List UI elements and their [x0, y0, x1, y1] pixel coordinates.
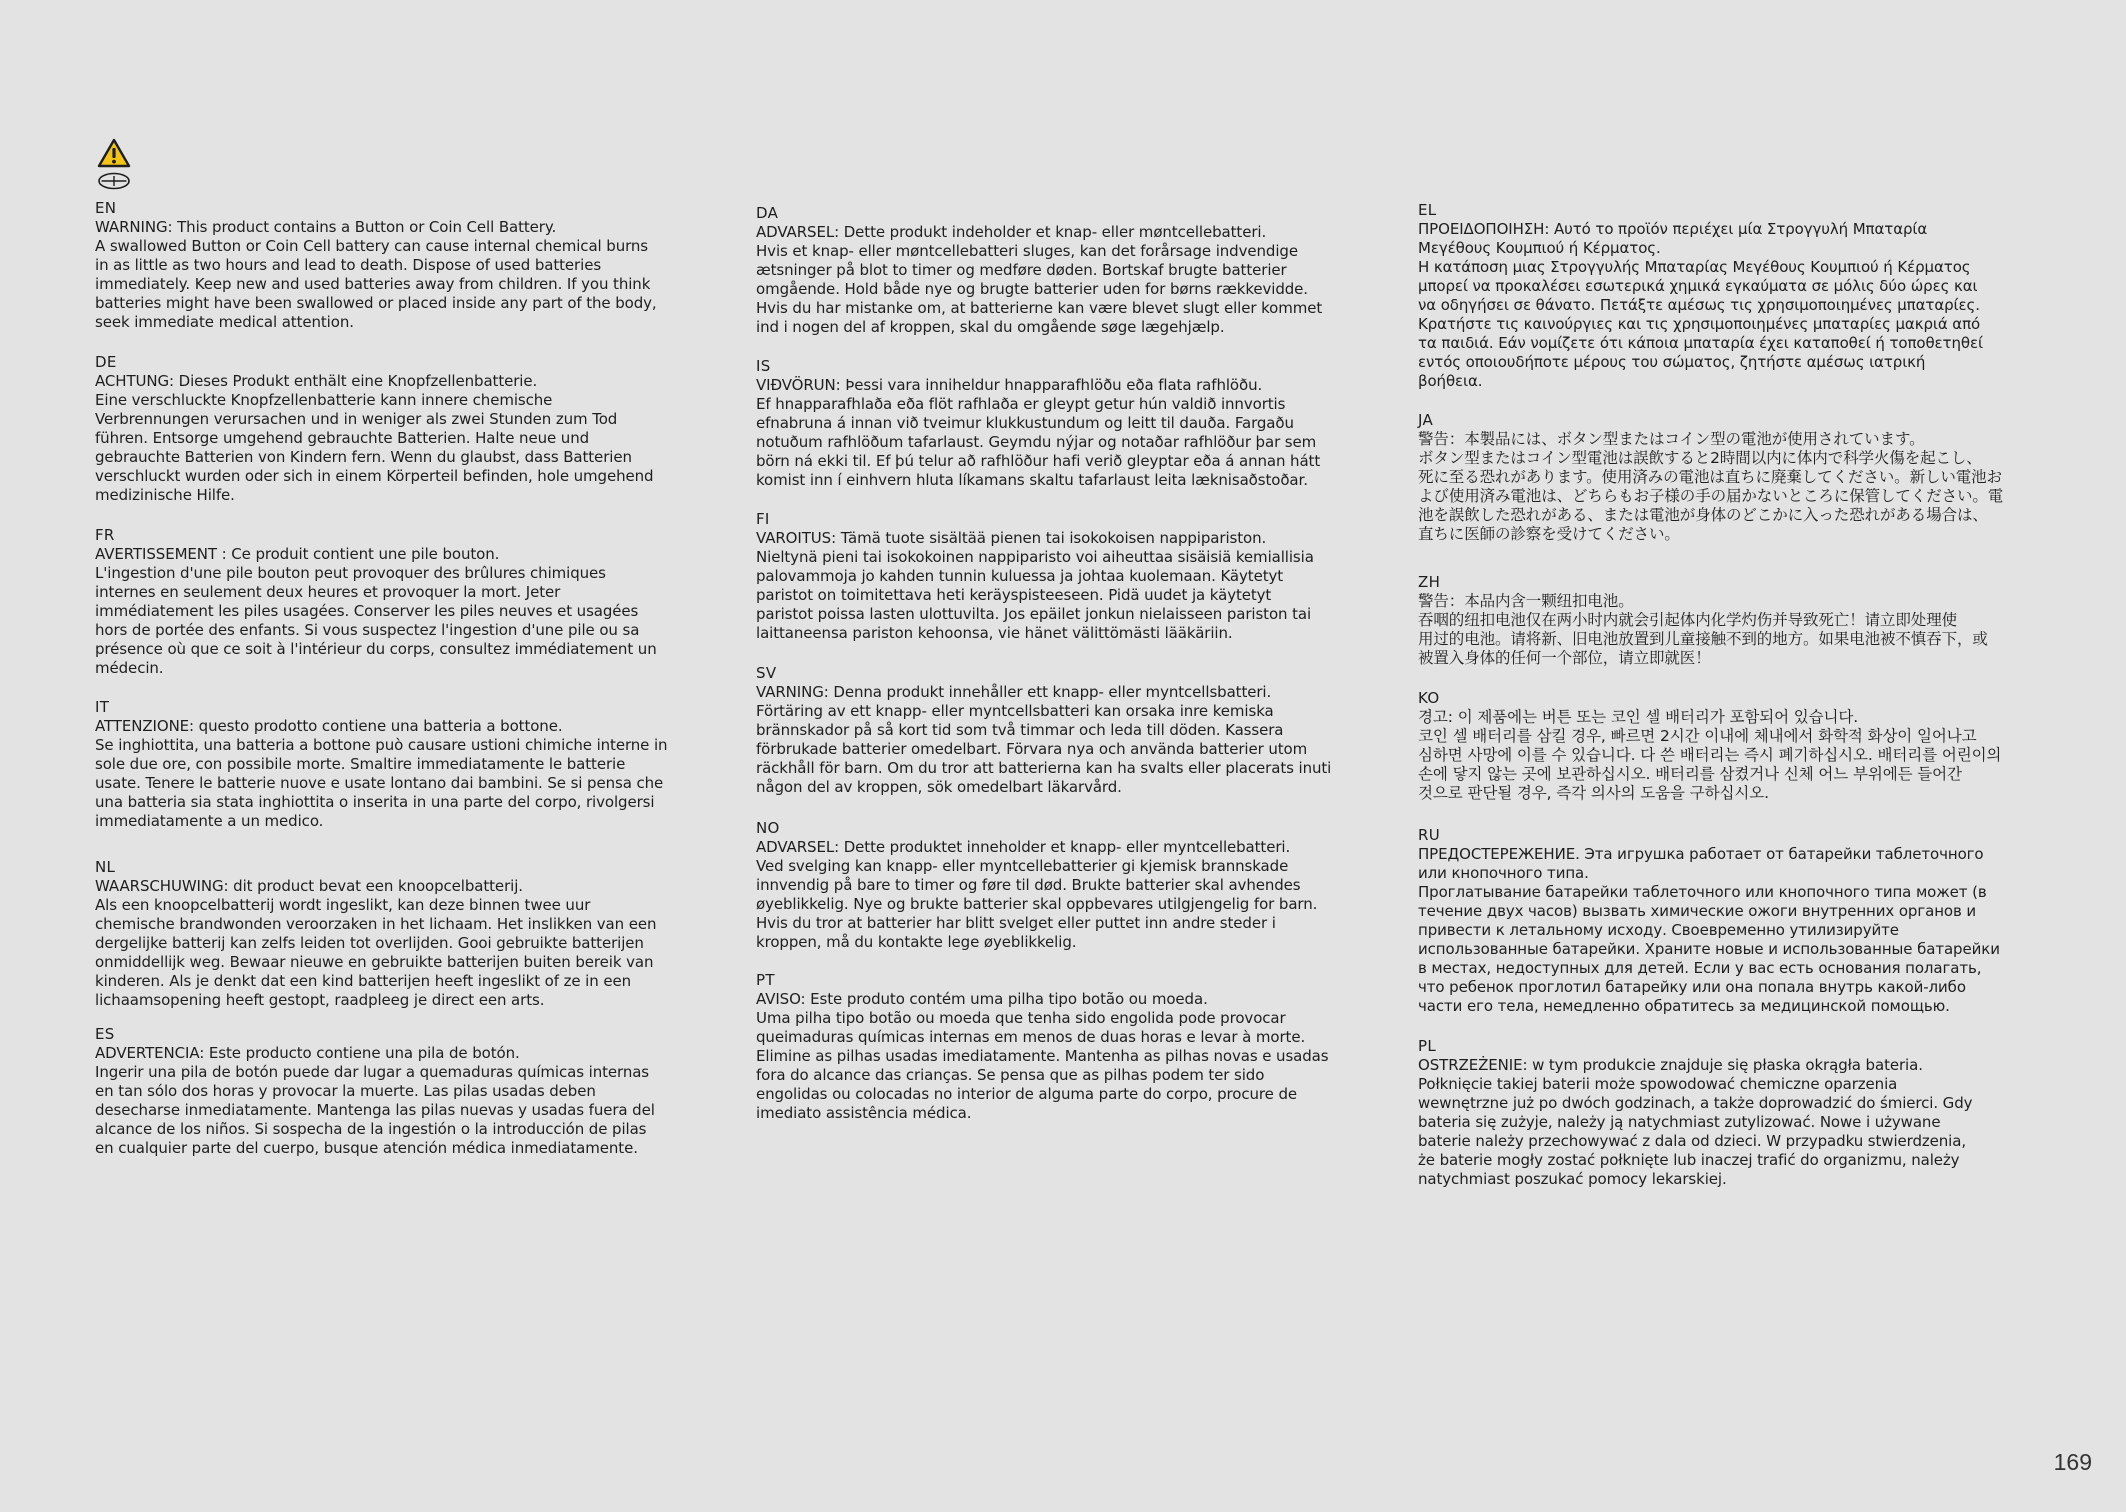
warning-text-line: ADVARSEL: Dette produkt indeholder et knap- eller møntcellebatteri. [756, 223, 1267, 241]
language-code: FR [95, 526, 115, 544]
warning-text-line: ПРЕДОСТЕРЕЖЕНИЕ. Эта игрушка работает от батарейки таблеточного [1418, 845, 1984, 863]
warning-text-line: в местах, недоступных для детей. Если у вас есть основания полагать, [1418, 959, 1982, 977]
warning-text-line: omgående. Hold både nye og brugte batterier uden for børns rækkevidde. [756, 280, 1308, 298]
warning-block-nl [95, 858, 755, 1010]
warning-text-line: VAROITUS: Tämä tuote sisältää pienen tai isokokoisen nappipariston. [756, 529, 1267, 547]
warning-text-line: verschluckt wurden oder sich in einem Körperteil befinden, hole umgehend [95, 467, 654, 485]
warning-text-line: Se inghiottita, una batteria a bottone può causare ustioni chimiche interne in [95, 736, 668, 754]
warning-text-line: 警告：本製品には、ボタン型またはコイン型の電池が使用されています。 [1418, 430, 1925, 448]
warning-text-line: части его тела, немедленно обратитесь за медицинской помощью. [1418, 997, 1950, 1015]
warning-text-line: Hvis du tror at batterier har blitt svelget eller puttet inn andre steder i [756, 914, 1276, 932]
warning-text-line: bateria się zużyje, należy ją natychmiast zutylizować. Nowe i używane [1418, 1113, 1941, 1131]
warning-text-line: usate. Tenere le batterie nuove e usate lontano dai bambini. Se si pensa che [95, 774, 664, 792]
warning-text-line: Als een knoopcelbatterij wordt ingeslikt, kan deze binnen twee uur [95, 896, 591, 914]
warning-block-is [756, 357, 1416, 490]
warning-text-line: ATTENZIONE: questo prodotto contiene una batteria a bottone. [95, 717, 563, 735]
warning-text-line: μπορεί να προκαλέσει εσωτερικά χημικά εγκαύματα σε μόλις δύο ώρες και [1418, 277, 1978, 295]
warning-text-line: 池を誤飲した恐れがある、または電池が身体のどこかに入った恐れがある場合は、 [1418, 506, 1988, 524]
warning-text-line: よび使用済み電池は、どちらもお子様の手の届かないところに保管してください。電 [1418, 487, 2004, 505]
language-code: ZH [1418, 573, 1441, 591]
warning-text-line: médecin. [95, 659, 164, 677]
warning-text-line: VIÐVÖRUN: Þessi vara inniheldur hnapparafhlöðu eða flata rafhlöðu. [756, 376, 1263, 394]
warning-text-line: AVISO: Este produto contém uma pilha tipo botão ou moeda. [756, 990, 1208, 1008]
language-code: NO [756, 819, 780, 837]
warning-text-line: że baterie mogły zostać połknięte lub inaczej trafić do organizmu, należy [1418, 1151, 1960, 1169]
language-code: JA [1418, 411, 1434, 429]
warning-block-it [95, 698, 755, 831]
language-code: KO [1418, 689, 1440, 707]
page-number: 169 [2053, 1449, 2092, 1475]
warning-text-line: ADVARSEL: Dette produktet inneholder et knapp- eller myntcellebatteri. [756, 838, 1291, 856]
language-code: EN [95, 199, 117, 217]
warning-text-line: dergelijke batterij kan zelfs leiden tot overlijden. Gooi gebruikte batterijen [95, 934, 644, 952]
warning-text-line: lichaamsopening heeft gestopt, raadpleeg je direct een arts. [95, 991, 545, 1009]
warning-text-line: Hvis et knap- eller møntcellebatteri sluges, kan det forårsage indvendige [756, 242, 1298, 260]
warning-text-line: paristot poissa lasten ulottuvilta. Jos epäilet jonkun nielaisseen pariston tai [756, 605, 1312, 623]
warning-text-line: L'ingestion d'une pile bouton peut provoquer des brûlures chimiques [95, 564, 606, 582]
warning-text-line: chemische brandwonden veroorzaken in het lichaam. Het inslikken van een [95, 915, 657, 933]
warning-text-line: förbrukade batterier omedelbart. Förvara nya och använda batterier utom [756, 740, 1308, 758]
warning-text-line: να οδηγήσει σε θάνατο. Πετάξτε αμέσως τις χρησιμοποιημένες μπαταρίες. [1418, 296, 1980, 314]
warning-block-sv [756, 664, 1416, 797]
warning-text-line: τα παιδιά. Εάν νομίζετε ότι κάποια μπαταρία έχει καταποθεί ή τοποθετηθεί [1418, 334, 1983, 352]
warning-text-line: Η κατάποση μιας Στρογγυλής Μπαταρίας Μεγέθους Κουμπιού ή Κέρματος [1418, 258, 1971, 276]
warning-text-line: VARNING: Denna produkt innehåller ett knapp- eller myntcellsbatteri. [756, 683, 1272, 701]
warning-block-es [95, 1025, 755, 1158]
warning-text-line: 警告：本品内含一颗纽扣电池。 [1418, 592, 1634, 610]
warning-block-no [756, 819, 1416, 952]
language-code: SV [756, 664, 777, 682]
warning-text-line: immediatamente a un medico. [95, 812, 324, 830]
coin-battery-icon [97, 172, 131, 190]
warning-text-line: palovammoja jo kahden tunnin kuluessa ja johtaa kuolemaan. Käytetyt [756, 567, 1284, 585]
warning-text-line: 被置入身体的任何一个部位，请立即就医！ [1418, 649, 1711, 667]
language-code: IT [95, 698, 110, 716]
language-code: PL [1418, 1037, 1437, 1055]
warning-text-line: natychmiast poszukać pomocy lekarskiej. [1418, 1170, 1727, 1188]
language-code: IS [756, 357, 771, 375]
warning-block-zh [1418, 573, 2078, 668]
warning-text-line: βοήθεια. [1418, 372, 1483, 390]
warning-text-line: εντός οποιουδήποτε μέρους του σώματος, ζητήστε αμέσως ιατρική [1418, 353, 1926, 371]
warning-text-line: seek immediate medical attention. [95, 313, 354, 331]
warning-text-line: in as little as two hours and lead to death. Dispose of used batteries [95, 256, 602, 274]
warning-text-line: fora do alcance das crianças. Se pensa que as pilhas podem ter sido [756, 1066, 1265, 1084]
warning-text-line: imediato assistência médica. [756, 1104, 972, 1122]
warning-text-line: 用过的电池。请将新、旧电池放置到儿童接触不到的地方。如果电池被不慎吞下，或 [1418, 630, 1988, 648]
warning-text-line: wewnętrzne już po dwóch godzinach, a także doprowadzić do śmierci. Gdy [1418, 1094, 1973, 1112]
warning-block-ko [1418, 689, 2078, 803]
warning-text-line: gebrauchte Batterien von Kindern fern. Wenn du glaubst, dass Batterien [95, 448, 632, 466]
warning-text-line: engolidas ou colocadas no interior de alguma parte do corpo, procure de [756, 1085, 1298, 1103]
warning-text-line: en cualquier parte del cuerpo, busque atención médica inmediatamente. [95, 1139, 638, 1157]
warning-text-line: Κρατήστε τις καινούργιες και τις χρησιμοποιημένες μπαταρίες μακριά από [1418, 315, 1981, 333]
warning-text-line: OSTRZEŻENIE: w tym produkcie znajduje się płaska okrągła bateria. [1418, 1056, 1923, 1074]
warning-text-line: Ingerir una pila de botón puede dar lugar a quemaduras químicas internas [95, 1063, 650, 1081]
warning-block-de [95, 353, 755, 505]
warning-text-line: 直ちに医師の診察を受けてください。 [1418, 525, 1680, 543]
warning-text-line: führen. Entsorge umgehend gebrauchte Batterien. Halte neue und [95, 429, 590, 447]
warning-text-line: onmiddellijk weg. Bewaar nieuwe en gebruikte batterijen buiten bereik van [95, 953, 654, 971]
warning-text-line: течение двух часов) вызвать химические ожоги внутренних органов и [1418, 902, 1977, 920]
warning-text-line: Μεγέθους Κουμπιού ή Κέρματος. [1418, 239, 1661, 257]
warning-block-pl [1418, 1037, 2078, 1189]
warning-text-line: desecharse inmediatamente. Mantenga las pilas nuevas y usadas fuera del [95, 1101, 655, 1119]
warning-text-line: Проглатывание батарейки таблеточного или кнопочного типа может (в [1418, 883, 1987, 901]
warning-text-line: ΠΡΟΕΙΔΟΠΟΙΗΣΗ: Αυτό το προϊόν περιέχει μία Στρογγυλή Μπαταρία [1418, 220, 1928, 238]
language-code: ES [95, 1025, 115, 1043]
warning-text-line: ætsninger på blot to timer og medføre døden. Bortskaf brugte batterier [756, 261, 1287, 279]
language-code: EL [1418, 201, 1437, 219]
warning-text-line: immédiatement les piles usagées. Conserver les piles neuves et usagées [95, 602, 639, 620]
warning-text-line: 死に至る恐れがあります。使用済みの電池は直ちに廃棄してください。新しい電池お [1418, 468, 2002, 486]
warning-text-line: börn ná ekki til. Ef þú telur að rafhlöður hafi verið gleyptar eða á annan hátt [756, 452, 1321, 470]
warning-block-fr [95, 526, 755, 678]
warning-text-line: AVERTISSEMENT : Ce produit contient une pile bouton. [95, 545, 500, 563]
warning-text-line: ADVERTENCIA: Este producto contiene una pila de botón. [95, 1044, 520, 1062]
warning-text-line: présence où que ce soit à l'intérieur du corps, consultez immédiatement un [95, 640, 657, 658]
language-code: NL [95, 858, 116, 876]
warning-text-line: WARNING: This product contains a Button or Coin Cell Battery. [95, 218, 557, 236]
warning-block-el [1418, 201, 2078, 391]
warning-text-line: laittaneensa pariston kehoonsa, vie hänet välittömästi lääkäriin. [756, 624, 1233, 642]
language-code: DA [756, 204, 779, 222]
warning-text-line: øyeblikkelig. Nye og brukte batterier skal oppbevares utilgjengelig for barn. [756, 895, 1318, 913]
warning-block-da [756, 204, 1416, 337]
warning-text-line: sole due ore, con possibile morte. Smaltire immediatamente le batterie [95, 755, 626, 773]
warning-text-line: queimaduras químicas internas em menos de duas horas e levar à morte. [756, 1028, 1306, 1046]
warning-text-line: ボタン型またはコイン型電池は誤飲すると2時間以内に体内で科学火傷を起こし、 [1418, 449, 1982, 467]
warning-text-line: ACHTUNG: Dieses Produkt enthält eine Knopfzellenbatterie. [95, 372, 538, 390]
warning-text-line: Eine verschluckte Knopfzellenbatterie kann innere chemische [95, 391, 553, 409]
warning-text-line: или кнопочного типа. [1418, 864, 1589, 882]
warning-text-line: brännskador på så kort tid som två timmar och leda till döden. Kassera [756, 721, 1284, 739]
warning-text-line: innvendig på bare to timer og føre til død. Brukte batterier skal avhendes [756, 876, 1301, 894]
warning-block-en [95, 199, 755, 332]
warning-block-ru [1418, 826, 2078, 1016]
warning-text-line: 손에 닿지 않는 곳에 보관하십시오. 배터리를 삼켰거나 신체 어느 부위에든 들어간 [1418, 765, 1962, 783]
warning-block-fi [756, 510, 1416, 643]
warning-text-line: immediately. Keep new and used batteries away from children. If you think [95, 275, 651, 293]
warning-text-line: efnabruna á innan við tveimur klukkustundum og leitt til dauða. Fargaðu [756, 414, 1294, 432]
warning-icons [97, 138, 137, 194]
warning-text-line: medizinische Hilfe. [95, 486, 235, 504]
language-code: DE [95, 353, 117, 371]
warning-text-line: notuðum rafhlöðum tafarlaust. Geymdu nýjar og notaðar rafhlöður þar sem [756, 433, 1317, 451]
warning-text-line: что ребенок проглотил батарейку или она попала внутрь какой-либо [1418, 978, 1966, 996]
warning-block-pt [756, 971, 1416, 1123]
warning-text-line: paristot on toimitettava heti keräyspisteeseen. Pidä uudet ja käytetyt [756, 586, 1272, 604]
warning-text-line: Elimine as pilhas usadas imediatamente. Mantenha as pilhas novas e usadas [756, 1047, 1329, 1065]
warning-text-line: Uma pilha tipo botão ou moeda que tenha sido engolida pode provocar [756, 1009, 1286, 1027]
warning-text-line: 코인 셀 배터리를 삼킬 경우, 빠르면 2시간 이내에 체내에서 화학적 화상이 일어나고 [1418, 727, 1977, 745]
warning-text-line: batteries might have been swallowed or placed inside any part of the body, [95, 294, 657, 312]
warning-text-line: 吞咽的纽扣电池仅在两小时内就会引起体内化学灼伤并导致死亡！请立即处理使 [1418, 611, 1958, 629]
warning-triangle-icon [97, 138, 131, 168]
warning-text-line: A swallowed Button or Coin Cell battery can cause internal chemical burns [95, 237, 649, 255]
warning-text-line: 경고: 이 제품에는 버튼 또는 코인 셀 배터리가 포함되어 있습니다. [1418, 708, 1859, 726]
warning-text-line: Połknięcie takiej baterii może spowodować chemiczne oparzenia [1418, 1075, 1898, 1093]
warning-text-line: Verbrennungen verursachen und in weniger als zwei Stunden zum Tod [95, 410, 618, 428]
warning-text-line: internes en seulement deux heures et provoquer la mort. Jeter [95, 583, 561, 601]
warning-text-line: Ef hnapparafhlaða eða flöt rafhlaða er gleypt getur hún valdið innvortis [756, 395, 1286, 413]
warning-text-line: baterie należy przechowywać z dala od dzieci. W przypadku stwierdzenia, [1418, 1132, 1966, 1150]
warning-text-line: 것으로 판단될 경우, 즉각 의사의 도움을 구하십시오. [1418, 784, 1769, 802]
warning-text-line: ind i nogen del af kroppen, skal du omgående søge lægehjælp. [756, 318, 1225, 336]
language-code: PT [756, 971, 775, 989]
warning-text-line: Förtäring av ett knapp- eller myntcellsbatteri kan orsaka inre kemiska [756, 702, 1274, 720]
warning-text-line: hors de portée des enfants. Si vous suspectez l'ingestion d'une pile ou sa [95, 621, 640, 639]
warning-text-line: Hvis du har mistanke om, at batterierne kan være blevet slugt eller kommet [756, 299, 1323, 317]
warning-text-line: kinderen. Als je denkt dat een kind batterijen heeft ingeslikt of ze in een [95, 972, 631, 990]
warning-text-line: привести к летальному исходу. Своевременно утилизируйте [1418, 921, 1899, 939]
warning-text-line: Ved svelging kan knapp- eller myntcellebatterier gi kjemisk brannskade [756, 857, 1289, 875]
warning-text-line: Nieltynä pieni tai isokokoinen nappiparisto voi aiheuttaa sisäisiä kemiallisia [756, 548, 1314, 566]
warning-text-line: использованные батарейки. Храните новые и использованные батарейки [1418, 940, 2000, 958]
warning-text-line: 심하면 사망에 이를 수 있습니다. 다 쓴 배터리는 즉시 폐기하십시오. 배터리를 어린이의 [1418, 746, 2002, 764]
warning-text-line: una batteria sia stata inghiottita o inserita in una parte del corpo, rivolgersi [95, 793, 655, 811]
warning-text-line: alcance de los niños. Si sospecha de la ingestión o la introducción de pilas [95, 1120, 647, 1138]
warning-text-line: en tan sólo dos horas y provocar la muerte. Las pilas usadas deben [95, 1082, 596, 1100]
language-code: FI [756, 510, 770, 528]
warning-text-line: någon del av kroppen, sök omedelbart läkarvård. [756, 778, 1122, 796]
warning-text-line: kroppen, må du kontakte lege øyeblikkelig. [756, 933, 1077, 951]
warning-text-line: komist inn í einhvern hluta líkamans skaltu tafarlaust leita læknisaðstoðar. [756, 471, 1308, 489]
warning-text-line: räckhåll för barn. Om du tror att batterierna kan ha svalts eller placerats inuti [756, 759, 1332, 777]
language-code: RU [1418, 826, 1441, 844]
warning-block-ja [1418, 411, 2078, 544]
warning-text-line: WAARSCHUWING: dit product bevat een knoopcelbatterij. [95, 877, 523, 895]
